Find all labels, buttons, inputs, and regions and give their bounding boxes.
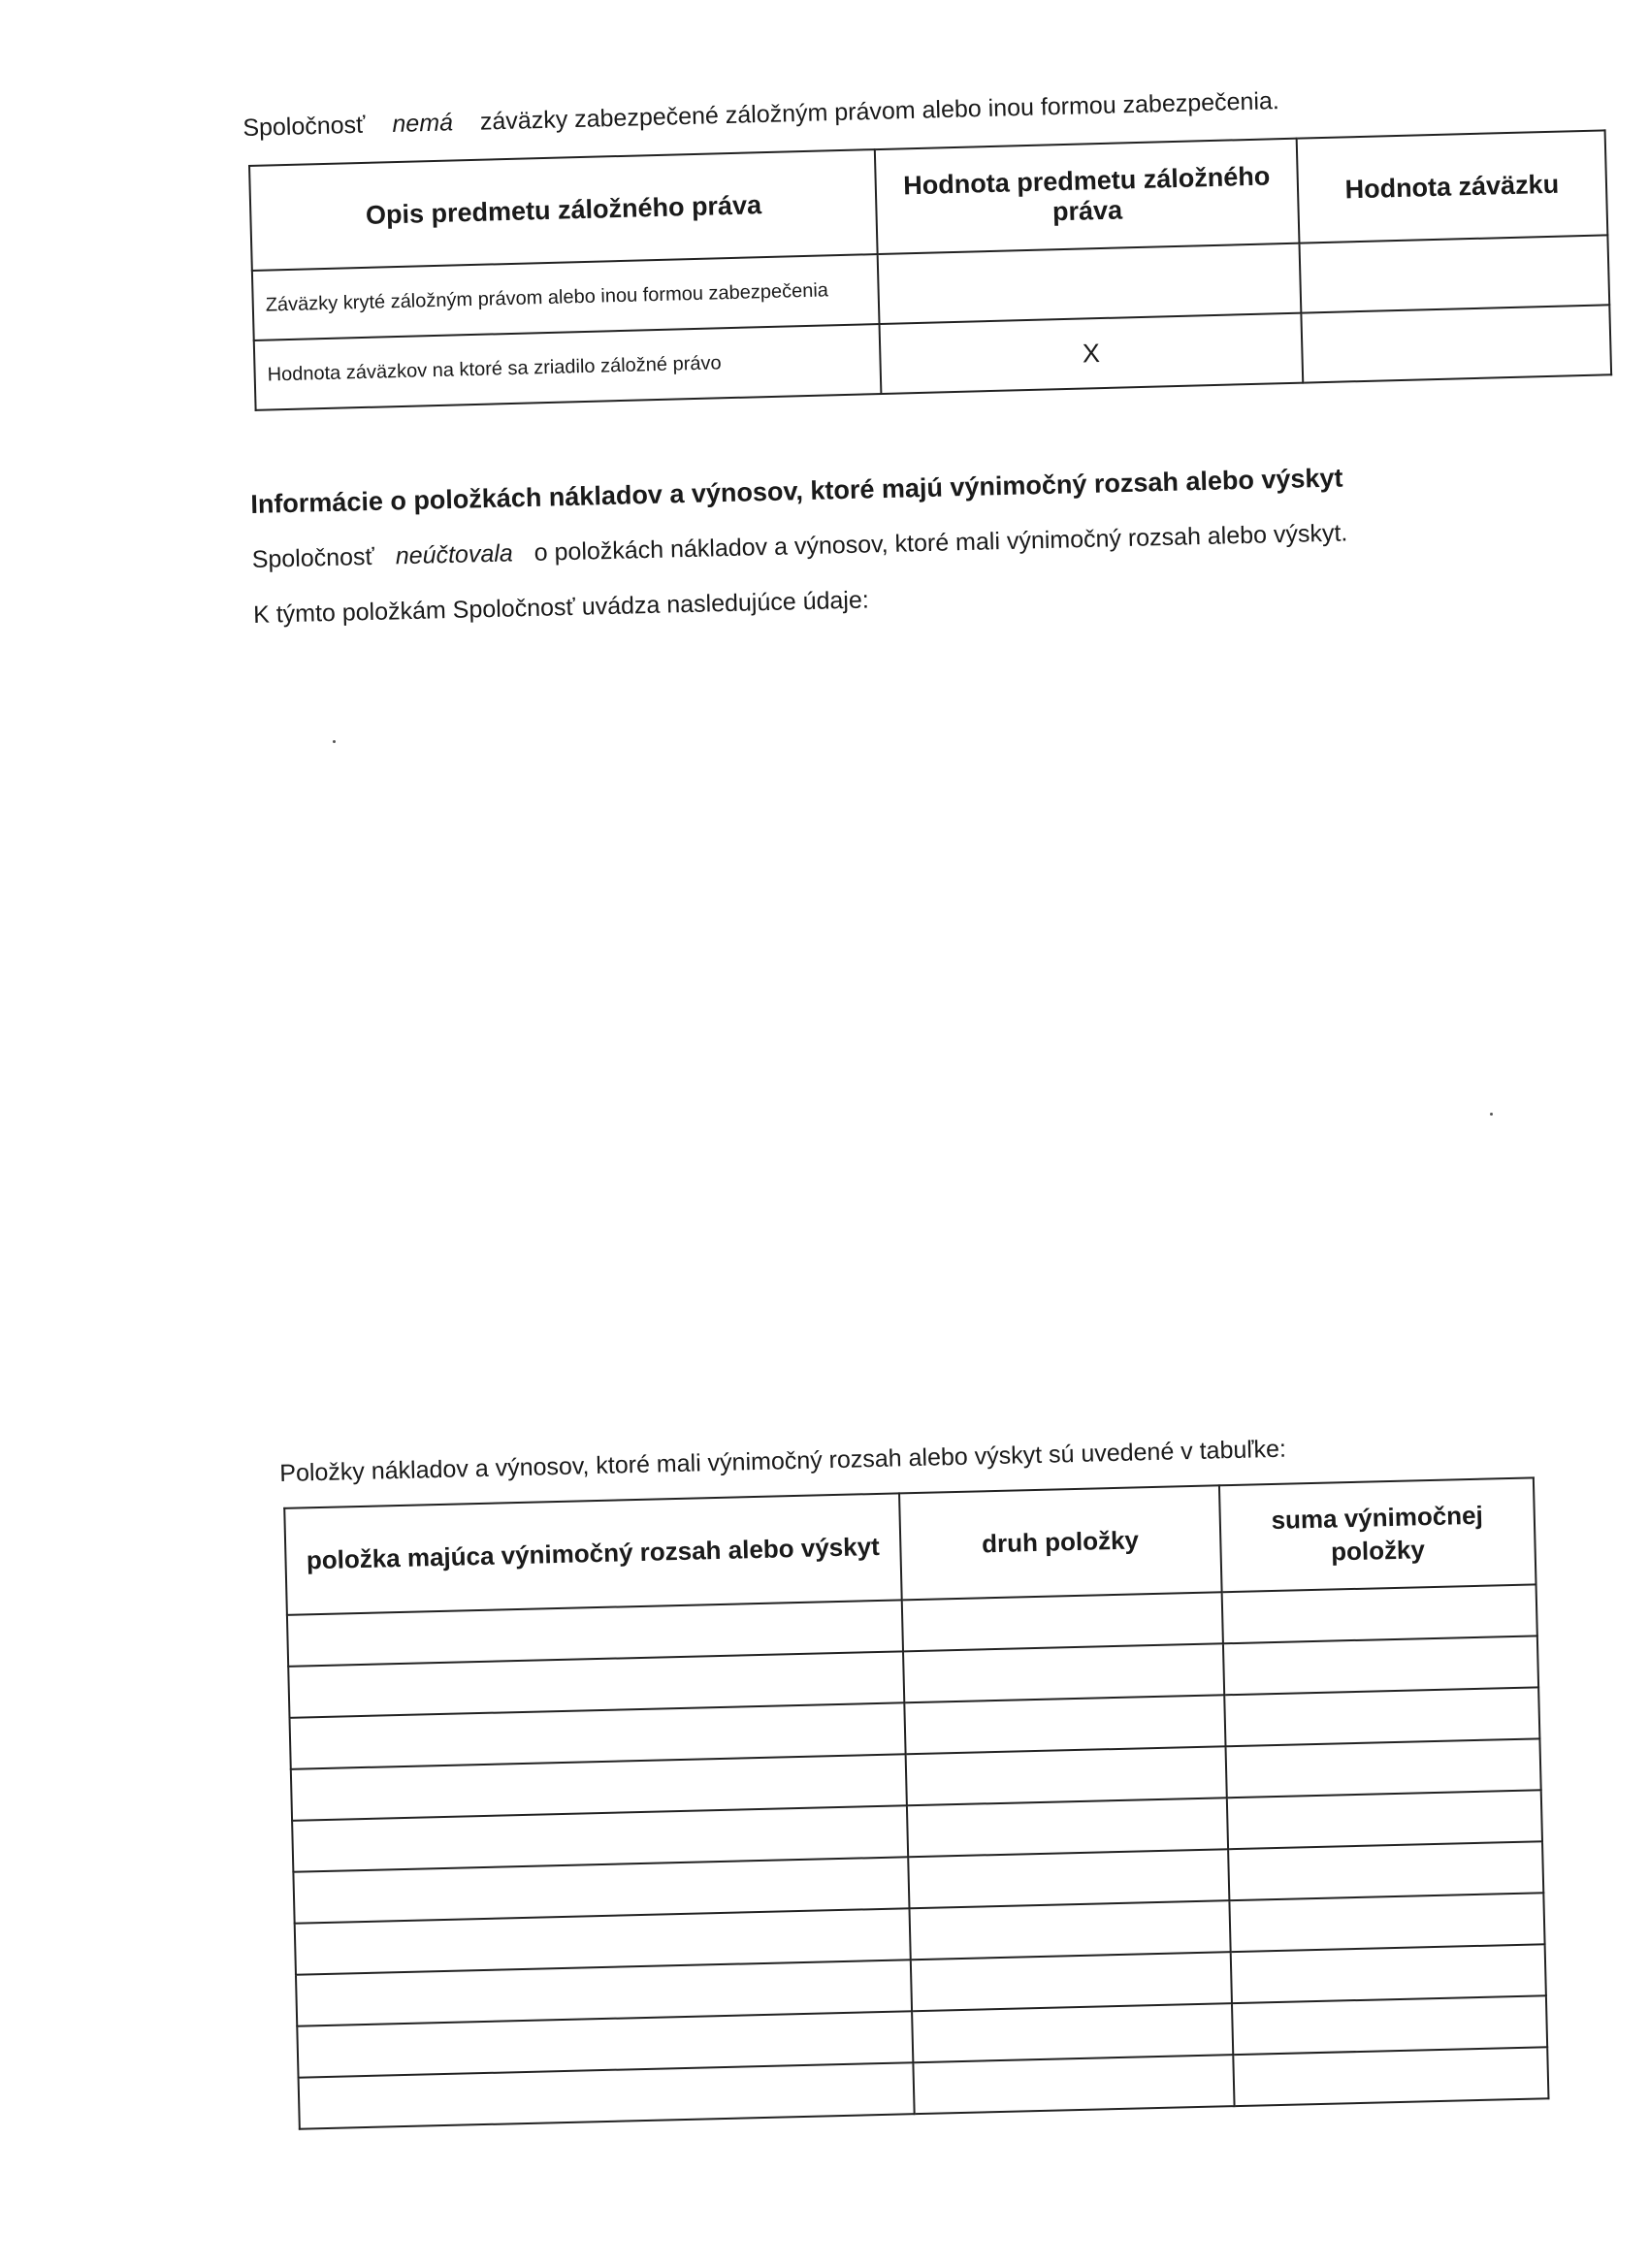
amount-cell[interactable] [1225,1738,1540,1798]
type-cell[interactable] [909,1900,1230,1960]
amount-cell[interactable] [1221,1584,1536,1643]
lien-header-description: Opis predmetu záložného práva [249,149,878,271]
lien-row-liability[interactable] [1301,305,1611,382]
type-cell[interactable] [904,1695,1225,1754]
amount-cell[interactable] [1223,1636,1538,1695]
amount-cell[interactable] [1233,2047,1548,2106]
scan-speck [1490,1113,1493,1116]
amount-cell[interactable] [1228,1841,1543,1900]
lien-row-value[interactable] [878,243,1301,324]
lien-statement-prefix: Spoločnosť [242,111,366,142]
lien-row-label: Hodnota záväzkov na ktoré sa zriadilo záložné právo [254,324,882,410]
exceptional-statement-suffix: o položkách nákladov a výnosov, ktoré mali výnimočný rozsah alebo výskyt. [534,519,1348,567]
exceptional-section [250,463,1350,657]
exceptional-statement-prefix: Spoločnosť [251,542,375,573]
section-heading: Informácie o položkách nákladov a výnosov, ktoré majú výnimočný rozsah alebo výskyt [250,463,1343,519]
items-section [279,1429,1549,2129]
type-cell[interactable] [907,1798,1228,1857]
lien-statement-status: nemá [392,109,454,138]
type-cell[interactable] [903,1643,1224,1702]
amount-cell[interactable] [1232,1995,1547,2055]
lien-row-liability[interactable] [1299,235,1609,312]
type-cell[interactable] [908,1849,1229,1908]
items-header-item: položka majúca výnimočný rozsah alebo výskyt [284,1493,901,1614]
amount-cell[interactable] [1224,1687,1539,1746]
items-header-amount: suma výnimočnej položky [1219,1477,1536,1592]
lien-header-collateral-value: Hodnota predmetu záložného práva [875,139,1299,254]
amount-cell[interactable] [1230,1944,1545,2003]
lien-row-value[interactable]: X [880,313,1303,394]
type-cell[interactable] [911,1952,1232,2011]
amount-cell[interactable] [1229,1893,1544,1952]
type-cell[interactable] [905,1746,1226,1805]
lien-table [248,129,1612,411]
items-header-type: druh položky [899,1485,1222,1600]
items-table-body [287,1584,1549,2128]
scan-speck [333,740,336,743]
type-cell[interactable] [901,1592,1222,1651]
lien-statement [242,87,1279,143]
exceptional-statement [251,519,1347,574]
items-table [283,1476,1549,2129]
details-intro: K týmto položkám Spoločnosť uvádza nasledujúce údaje: [252,586,870,629]
items-intro: Položky nákladov a výnosov, ktoré mali výnimočný rozsah alebo výskyt sú uvedené v tabuľke: [279,1435,1287,1487]
lien-row-label: Záväzky kryté záložným právom alebo inou formou zabezpečenia [252,254,880,340]
lien-header-liability-value: Hodnota záväzku [1296,130,1607,243]
lien-table-wrapper [248,129,1612,411]
type-cell[interactable] [913,2055,1234,2114]
exceptional-statement-status: neúčtovala [395,539,514,570]
lien-statement-suffix: záväzky zabezpečené záložným právom alebo inou formou zabezpečenia. [479,87,1280,136]
type-cell[interactable] [912,2003,1233,2062]
amount-cell[interactable] [1227,1790,1542,1849]
